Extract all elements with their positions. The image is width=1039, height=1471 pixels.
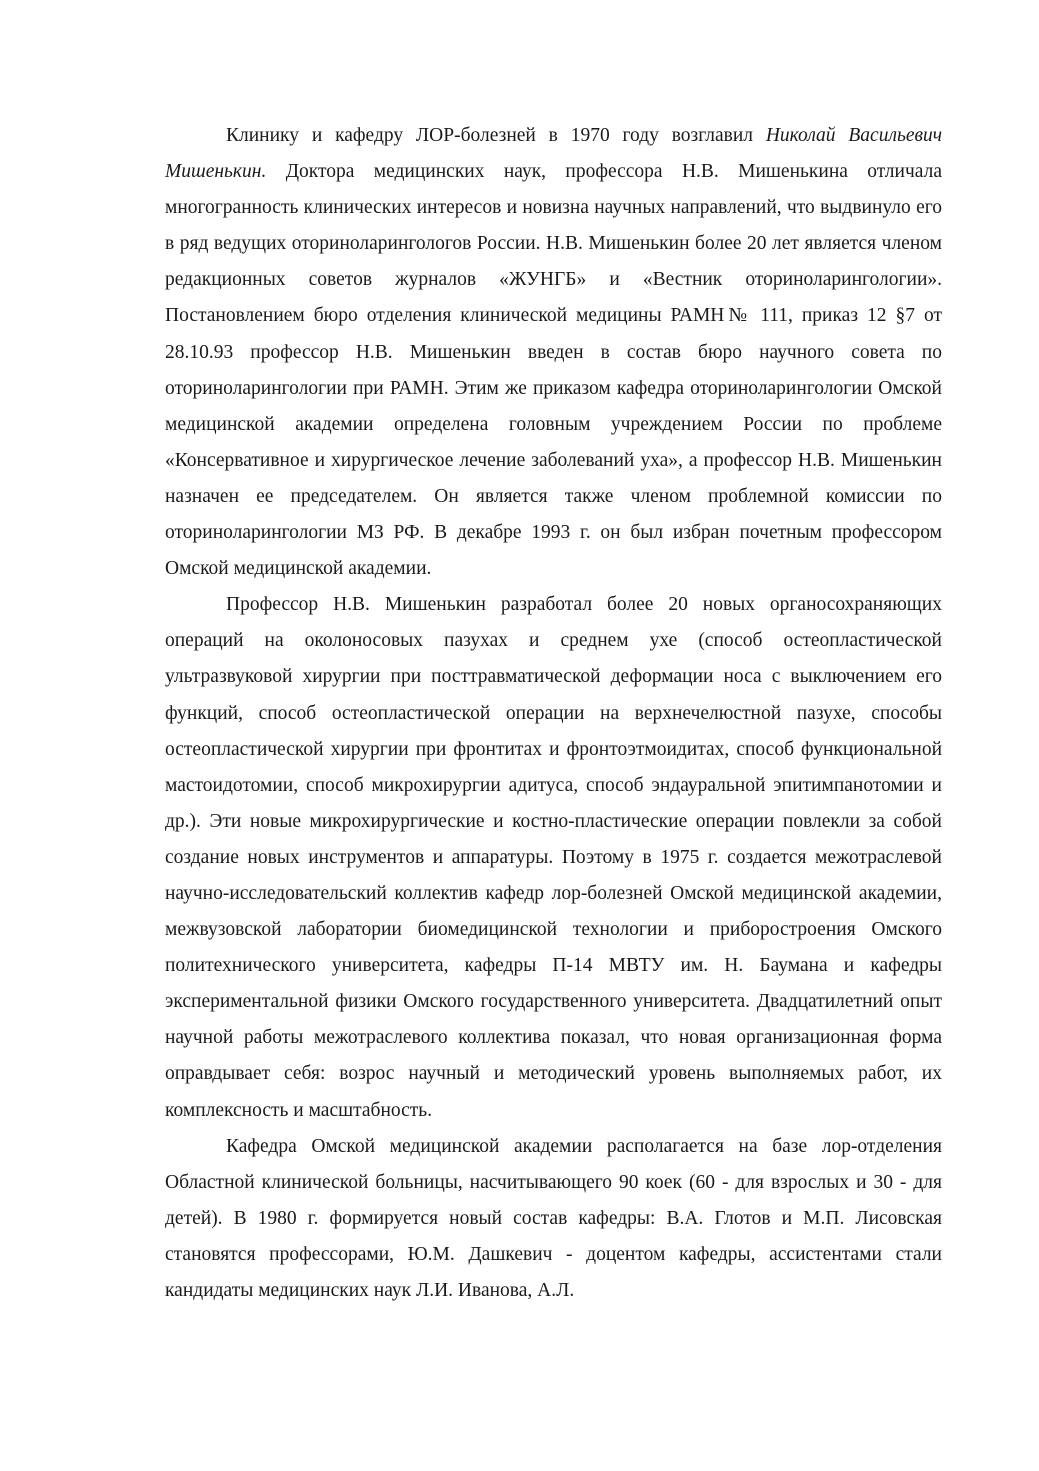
- paragraph-department-base: [165, 1129, 942, 1309]
- paragraph-2-body-text: Профессор Н.В. Мишенькин разработал более 20 новых органосохраняющих операций на околоносовых пазухах и среднем ухе (способ остеопластической ультразвуковой хирургии при посттравматической деформации носа с выключением его функций, способ остеопластической операции на верхнечелюстной пазухе, способы остеопластической хирургии при фронтитах и фронтоэтмоидитах, способ функциональной мастоидотомии, способ микрохирургии адитуса, способ эндауральной эпитимпанотомии и др.). Эти новые микрохирургические и костно-пластические операции повлекли за собой создание новых инструментов и аппаратуры. Поэтому в 1975 г. создается межотраслевой научно-исследовательский коллектив кафедр лор-болезней Омской медицинской академии, межвузовской лаборатории биомедицинской технологии и приборостроения Омского политехнического университета, кафедры П-14 МВТУ им. Н. Баумана и кафедры экспериментальной физики Омского государственного университета. Двадцатилетний опыт научной работы межотраслевого коллектива показал, что новая организационная форма оправдывает себя: возрос научный и методический уровень выполняемых работ, их комплексность и масштабность.: [165, 594, 942, 1121]
- paragraph-head-of-clinic: [165, 118, 942, 587]
- document-page: [165, 118, 942, 1309]
- paragraph-3-body-text: Кафедра Омской медицинской академии располагается на базе лор-отделения Областной клинической больницы, насчитывающего 90 коек (60 - для взрослых и 30 - для детей). В 1980 г. формируется новый состав кафедры: В.А. Глотов и М.П. Лисовская становятся профессорами, Ю.М. Дашкевич - доцентом кафедры, ассистентами стали кандидаты медицинских наук Л.И. Иванова, А.Л.: [165, 1135, 942, 1301]
- paragraph-operations: [165, 587, 942, 1128]
- paragraph-1-person-name: Николай Васильевич Мишенькин.: [165, 125, 942, 183]
- paragraph-1-body-text: Доктора медицинских наук, профессора Н.В. Мишенькина отличала многогранность клинических интересов и новизна научных направлений, что выдвинуло его в ряд ведущих оториноларингологов России. Н.В. Мишенькин более 20 лет является членом редакционных советов журналов «ЖУНГБ» и «Вестник оториноларингологии». Постановлением бюро отделения клинической медицины РАМН№ 111, приказ 12 §7 от 28.10.93 профессор Н.В. Мишенькин введен в состав бюро научного совета по оториноларингологии при РАМН. Этим же приказом кафедра оториноларингологии Омской медицинской академии определена головным учреждением России по проблеме «Консервативное и хирургическое лечение заболеваний уха», а профессор Н.В. Мишенькин назначен ее председателем. Он является также членом проблемной комиссии по оториноларингологии МЗ РФ. В декабре 1993 г. он был избран почетным профессором Омской медицинской академии.: [165, 161, 942, 580]
- paragraph-1-intro-text: Клинику и кафедру ЛОР-болезней в 1970 году возглавил: [226, 125, 766, 146]
